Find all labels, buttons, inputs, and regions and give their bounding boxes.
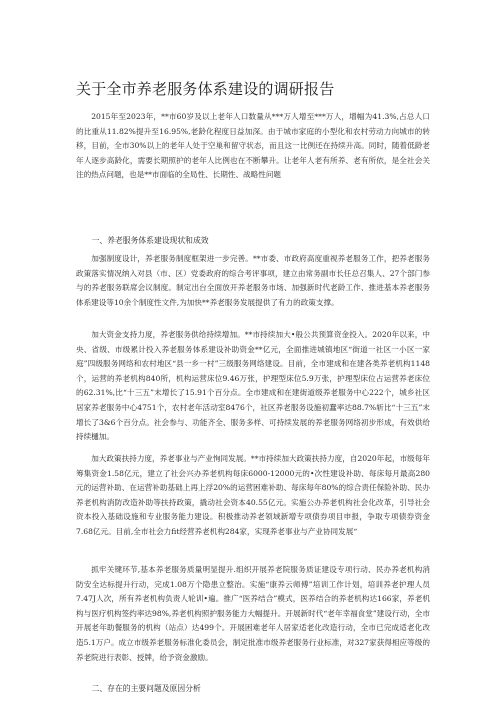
paragraph-funding-support: 加大资金支持力度，养老服务供给持续增加。**市持续加大•般公共预算资金投入。2020年以来，中央、省级、市级累计投入养老服务体系建设补助资金**亿元，全面推进城镇地区“街道一社区一小区一家庭”四级服务网络和农村地区“县一乡一村”三级服务网络建设。目前，全市建成和在建各类养老机构1148个，运营的养老机构840所，机构运营床位9.46万张，护理型床位5.9万张，护理型床位占运营养老床位的62.31%,比“十三五”末增长了15.91个百分点。全市建成和在建街道级养老服务中心222个，城乡社区居家养老服务中心4751个，农村老年活动室8476个，社区养老服务设施初蠢率达88.7%斩比“十三五”末增长了3&6个百分点。社会参与、功能齐全、服务多样、可持续发展的养老服务网络初步形成，有效供给持续樋加。 <box>76 330 430 442</box>
section-heading-problems: 二、存在的主要问题及原因分析 <box>91 684 201 693</box>
paragraph-industry-policy: 加大政策扶持力度，养老事业与产业恂同发展。**市持续加大政策扶持力度，自2020年起，市级每年筹集资金1.58亿元，建立了社会兴办养老机构每床6000-12000元的•次性建设补助、每床每月最高280元的运营补助、在运营补助基础上再上浮20%的运营困难补助、每床每年80%的综合责任保险补助、民办养老机构消防改造补助等扶持政策，撬动社会资本40.55亿元。实施公办养老机构社会化改革，引导社会资本投入基础设施和专业服务能力建设。积极推动养老领域新增专项债券项目申报，争取专项债券资金7.68亿元。目前,全市社会力fit经营养老机构284家，实现养老事业与产业协同发展“ <box>76 454 430 536</box>
paragraph-service-quality: 抓牢关键环节,基本养老服务质量明显提升.组织开展养老院服务质证建设专项行动、民办养老机构消防安全达标提升行动，完成1.08万个隐患立整治。实施“康养云师傅”培训工作计划，培训养老护理人员7.47J人次，所有养老机构负责人轮训•遍。推广“医养结合”模式，医养结合的养老机构达166家，养老机构与医疗机构签约率达98%,养老机构照护服务能力大幅提升。开展新时代“老年幸福食堂”建设行动，全市开展老年助餐服务的机构（站点）达499个。开展困难老年人居家适老化改造行动，全市已完成适老化改造5.1万户。成立市级养老服务标准化委员会，制定批准市级养老服务行业标准，对327家获得相应等级的养老院进行表彰、授牌，给予资金激励。 <box>76 565 430 662</box>
section-heading-status: 一、养老服务体系建设现状和成效 <box>91 236 209 245</box>
document-title: 关于全市养老服务体系建设的调研报告 <box>76 80 335 98</box>
intro-paragraph: 2015年至2023年，**市60岁及以上老年人口数量从***万人增至***万人，增幅为41.3%,占总人口的比重从11.82%提升至16.95%,老龄化程度日益加深。由于城市家庭的小型化和农村劳动力向城市的转移，目前，全市30%以上的老年人处于空巢和留守状态，而且这一比例还在持续升高。同时，随着低龄老年人逐步高龄化，需要长期照护的老年人比例也在不断攀升。让老年人老有所养、老有所依，是全社会关注的热点问题，也是**市面临的全局性、长期性、战略性问题 <box>76 112 430 180</box>
paragraph-policy-design: 加强制度设计，养老服务制度框架进一步完善。**市委、市政府高度重视养老服务工作，把养老服务政策落实情况纳入对县（市、区）党委政府的综合考评事项，建立由常务副市长任总召集人、27个部门参与的养老服务联席会议制度。制定出台全面放开养老服务市场、加强新时代老龄工作、推进基本养老服务体系建设等10余个制度性文件,为加快**养老服务发展提供了有力的政策支撑。 <box>76 254 430 307</box>
